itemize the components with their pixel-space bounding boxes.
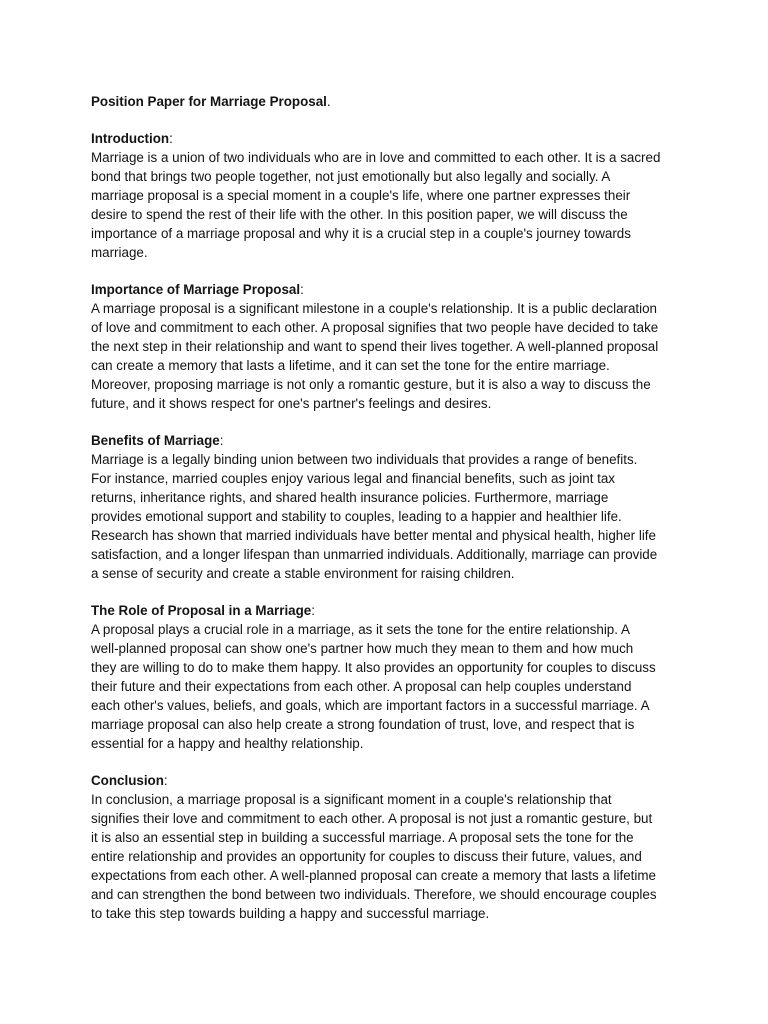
- section-heading-punct: :: [163, 773, 168, 788]
- section-benefits: [91, 431, 691, 583]
- document-title-punct: .: [326, 94, 331, 109]
- section-conclusion: [91, 771, 691, 923]
- paragraph-line: of love and commitment to each other. A proposal signifies that two people have decided to take: [91, 320, 659, 335]
- section-heading: The Role of Proposal in a Marriage: [91, 603, 312, 618]
- paragraph-line: expectations from each other. A well-planned proposal can create a memory that lasts a lifetime: [91, 868, 656, 883]
- paragraph-line: satisfaction, and a longer lifespan than unmarried individuals. Additionally, marriage can provide: [91, 547, 658, 562]
- paragraph-line: Marriage is a union of two individuals who are in love and committed to each other. It is a sacred: [91, 150, 661, 165]
- paragraph-line: Moreover, proposing marriage is not only a romantic gesture, but it is also a way to discuss the: [91, 377, 651, 392]
- section-heading-punct: :: [300, 282, 304, 297]
- paragraph-line: Research has shown that married individuals have better mental and physical health, higher life: [91, 528, 656, 543]
- paragraph-line: importance of a marriage proposal and why it is a crucial step in a couple's journey towards: [91, 226, 631, 241]
- paragraph-line: desire to spend the rest of their life with the other. In this position paper, we will discuss the: [91, 207, 628, 222]
- section-heading-punct: :: [311, 603, 315, 618]
- paragraph-line: marriage proposal is a special moment in a couple's life, where one partner expresses their: [91, 188, 631, 203]
- paragraph-line: marriage.: [91, 245, 148, 260]
- document-title-line: [91, 92, 691, 111]
- section-heading-line: [91, 431, 691, 450]
- paragraph-line: they are willing to do to make them happy. It also provides an opportunity for couples to discuss: [91, 660, 656, 675]
- paragraph-line: marriage proposal can also help create a strong foundation of trust, love, and respect that is: [91, 717, 635, 732]
- paragraph-line: it is also an essential step in building a successful marriage. A proposal sets the tone for the: [91, 830, 634, 845]
- paragraph-line: returns, inheritance rights, and shared health insurance policies. Furthermore, marriage: [91, 490, 609, 505]
- section-introduction: [91, 129, 691, 262]
- section-heading-line: [91, 280, 691, 299]
- section-heading: Importance of Marriage Proposal: [91, 282, 301, 297]
- section-heading: Introduction: [91, 131, 170, 146]
- paragraph-line: well-planned proposal can show one's partner how much they mean to them and how much: [91, 641, 634, 656]
- paragraph-line: A marriage proposal is a significant milestone in a couple's relationship. It is a public declaration: [91, 301, 658, 316]
- paragraph-line: A proposal plays a crucial role in a marriage, as it sets the tone for the entire relationship. A: [91, 622, 630, 637]
- section-heading: Conclusion: [91, 773, 164, 788]
- section-role-of-proposal: [91, 601, 691, 753]
- paragraph-line: For instance, married couples enjoy various legal and financial benefits, such as joint tax: [91, 471, 616, 486]
- section-heading-line: [91, 771, 691, 790]
- section-heading-line: [91, 129, 691, 148]
- section-body: [91, 620, 691, 753]
- paragraph-line: entire relationship and provides an opportunity for couples to discuss their future, values, and: [91, 849, 642, 864]
- paragraph-line: their future and their expectations from each other. A proposal can help couples understand: [91, 679, 632, 694]
- document-title: Position Paper for Marriage Proposal: [91, 94, 327, 109]
- paragraph-line: essential for a happy and healthy relationship.: [91, 736, 364, 751]
- section-heading-punct: :: [169, 131, 173, 146]
- paragraph-line: to take this step towards building a happy and successful marriage.: [91, 906, 490, 921]
- section-body: [91, 148, 691, 262]
- section-body: [91, 790, 691, 923]
- paragraph-line: can create a memory that lasts a lifetime, and it can set the tone for the entire marriage.: [91, 358, 610, 373]
- paragraph-line: each other's values, beliefs, and goals, which are important factors in a successful marriage. A: [91, 698, 650, 713]
- section-heading-line: [91, 601, 691, 620]
- paragraph-line: the next step in their relationship and want to spend their lives together. A well-planned proposal: [91, 339, 659, 354]
- paragraph-line: a sense of security and create a stable environment for raising children.: [91, 566, 515, 581]
- paragraph-line: future, and it shows respect for one's partner's feelings and desires.: [91, 396, 492, 411]
- document-sections: [91, 129, 691, 923]
- section-body: [91, 450, 691, 583]
- section-body: [91, 299, 691, 413]
- section-heading-punct: :: [219, 433, 224, 448]
- paragraph-line: Marriage is a legally binding union between two individuals that provides a range of benefits.: [91, 452, 638, 467]
- document-page: [91, 92, 691, 941]
- paragraph-line: provides emotional support and stability to couples, leading to a happier and healthier life.: [91, 509, 622, 524]
- paragraph-line: bond that brings two people together, not just emotionally but also legally and socially. A: [91, 169, 611, 184]
- paragraph-line: signifies their love and commitment to each other. A proposal is not just a romantic gesture, but: [91, 811, 653, 826]
- paragraph-line: In conclusion, a marriage proposal is a significant moment in a couple's relationship that: [91, 792, 612, 807]
- paragraph-line: and can strengthen the bond between two individuals. Therefore, we should encourage couples: [91, 887, 657, 902]
- section-heading: Benefits of Marriage: [91, 433, 220, 448]
- section-importance: [91, 280, 691, 413]
